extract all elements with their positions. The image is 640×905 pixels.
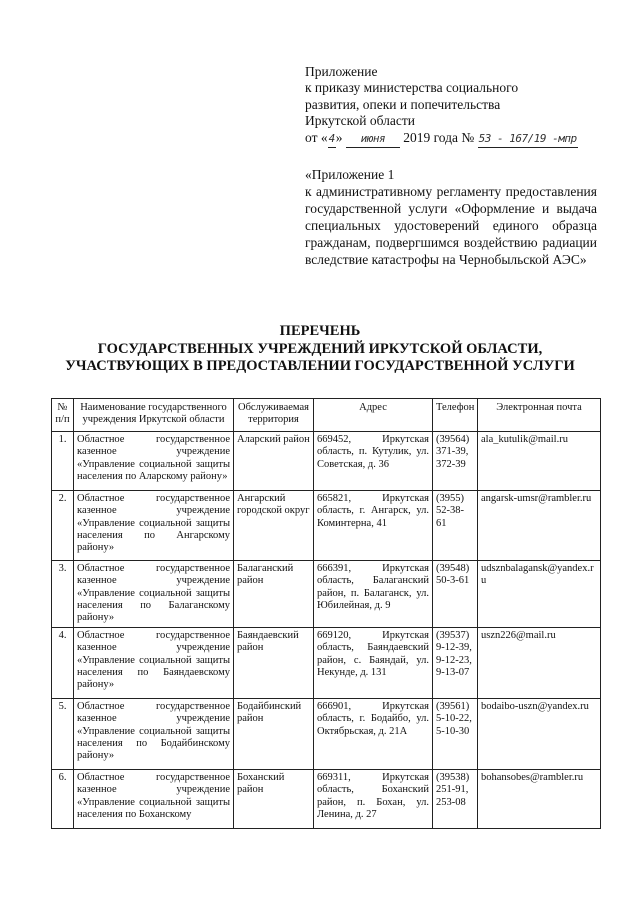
cell-email: ala_kutulik@mail.ru [478,432,601,491]
cell-address: 669452, Иркутская область, п. Кутулик, ул. Советская, д. 36 [314,432,433,491]
table-header-row [52,399,601,432]
cell-email: udsznbalagansk@yandex.ru [478,561,601,628]
order-number-handwritten: 53 - 167/19 -мпр [478,131,578,148]
table-row [52,770,601,829]
cell-email: bodaibo-uszn@yandex.ru [478,699,601,770]
cell-phone: (39548) 50-3-61 [433,561,478,628]
cell-address: 666901, Иркутская область, г. Бодайбо, ул. Октябрьская, д. 21А [314,699,433,770]
cell-num: 3. [52,561,74,628]
cell-address: 665821, Иркутская область, г. Ангарск, ул. Коминтерна, 41 [314,491,433,561]
appendix-line: Иркутской области [305,113,416,129]
appendix-line: к приказу министерства социального [305,80,519,96]
cell-territory: Бодайбинский район [234,699,314,770]
cell-name: Областное государственное казенное учреждение «Управление социальной защиты населения по Баяндаевскому району» [74,628,234,699]
cell-email: uszn226@mail.ru [478,628,601,699]
table-row [52,699,601,770]
cell-name: Областное государственное казенное учреждение «Управление социальной защиты населения по Боханскому [74,770,234,829]
institutions-table [51,398,601,829]
cell-email: bohansobes@rambler.ru [478,770,601,829]
table-row [52,628,601,699]
cell-phone: (3955) 52-38-61 [433,491,478,561]
cell-num: 6. [52,770,74,829]
document-title [20,323,620,376]
cell-num: 2. [52,491,74,561]
cell-address: 669311, Иркутская область, Боханский район, п. Бохан, ул. Ленина, д. 27 [314,770,433,829]
col-header-email: Электронная почта [478,399,601,432]
cell-email: angarsk-umsr@rambler.ru [478,491,601,561]
cell-address: 669120, Иркутская область, Баяндаевский район, с. Баяндай, ул. Некунде, д. 131 [314,628,433,699]
date-prefix: от « [305,129,328,145]
table-row [52,491,601,561]
cell-phone: (39561) 5-10-22, 5-10-30 [433,699,478,770]
cell-territory: Аларский район [234,432,314,491]
table-row [52,432,601,491]
appendix-line: развития, опеки и попечительства [305,96,501,112]
cell-phone: (39538) 251-91, 253-08 [433,770,478,829]
col-header-num: № п/п [52,399,74,432]
title-line: ГОСУДАРСТВЕННЫХ УЧРЕЖДЕНИЙ ИРКУТСКОЙ ОБЛАСТИ, [97,340,543,357]
date-year: 2019 года № [403,129,475,145]
date-mid: » [335,129,343,145]
cell-territory: Балаганский район [234,561,314,628]
cell-address: 666391, Иркутская область, Балаганский район, п. Балаганск, ул. Юбилейная, д. 9 [314,561,433,628]
date-day-handwritten: 4 [328,131,336,148]
cell-phone: (39564) 371-39, 372-39 [433,432,478,491]
cell-phone: (39537) 9-12-39, 9-12-23, 9-13-07 [433,628,478,699]
col-header-territory: Обслуживаемая территория [234,399,314,432]
col-header-address: Адрес [314,399,433,432]
appendix-header [305,64,597,148]
cell-num: 5. [52,699,74,770]
table-row [52,561,601,628]
title-line: УЧАСТВУЮЩИХ В ПРЕДОСТАВЛЕНИИ ГОСУДАРСТВЕННОЙ УСЛУГИ [65,358,575,375]
appendix1-first: «Приложение 1 [305,167,395,182]
title-line: ПЕРЕЧЕНЬ [279,323,361,339]
cell-name: Областное государственное казенное учреждение «Управление социальной защиты населения по Аларскому району» [74,432,234,491]
col-header-name: Наименование государственного учреждения Иркутской области [74,399,234,432]
date-month-handwritten: июня [346,131,400,148]
cell-name: Областное государственное казенное учреждение «Управление социальной защиты населения по Бодайбинскому району» [74,699,234,770]
cell-territory: Ангарский городской округ [234,491,314,561]
cell-territory: Боханский район [234,770,314,829]
col-header-phone: Телефон [433,399,478,432]
cell-name: Областное государственное казенное учреждение «Управление социальной защиты населения по Ангарскому району» [74,491,234,561]
appendix-line: Приложение [305,64,378,79]
order-date-line [305,130,597,148]
cell-territory: Баяндаевский район [234,628,314,699]
appendix1-text: к административному регламенту предоставления государственной услуги «Оформление и выдача специальных удостоверений единого образца гражданам, подвергшимся воздействию радиации вследствие катастрофы на Чернобыльской АЭС» [305,184,597,267]
cell-num: 1. [52,432,74,491]
appendix1-header [305,166,597,268]
cell-num: 4. [52,628,74,699]
cell-name: Областное государственное казенное учреждение «Управление социальной защиты населения по Балаганскому району» [74,561,234,628]
